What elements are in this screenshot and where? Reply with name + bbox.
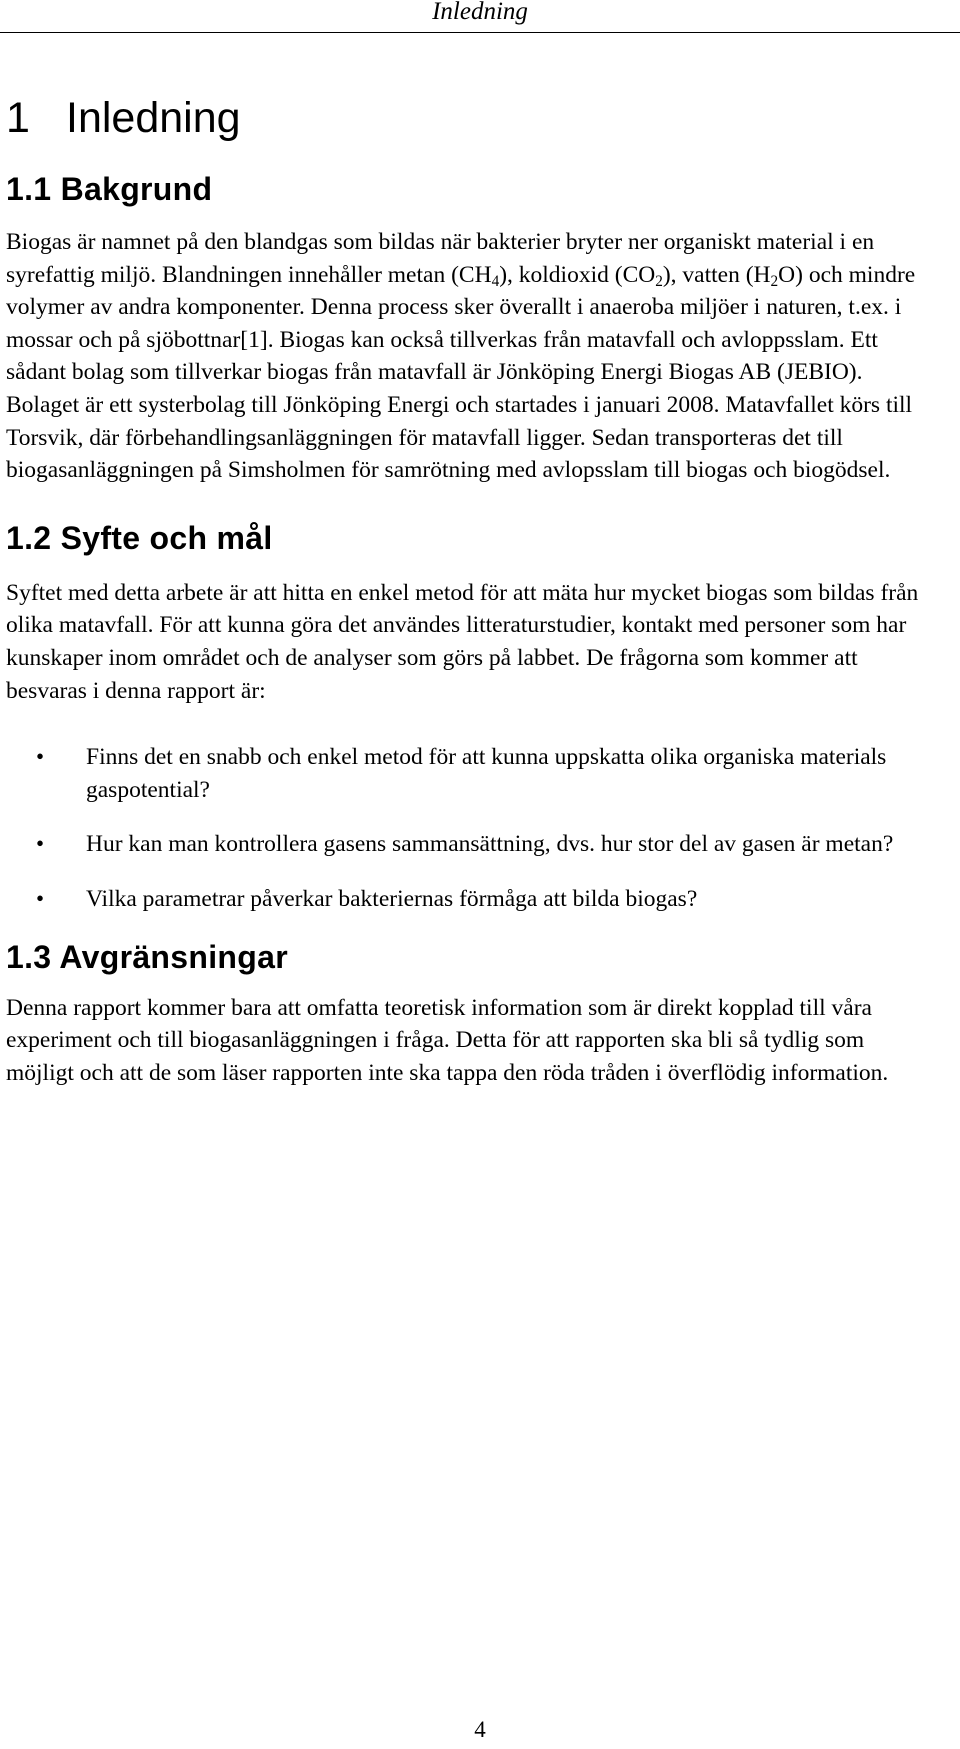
paragraph-bakgrund: Biogas är namnet på den blandgas som bildas när bakterier bryter ner organiskt material i en syrefattig miljö. Blandningen innehåller metan $(CH_4)$, koldioxid $(CO_2)$, vatten $(H_2O)$ och mindre volymer av andra komponenter. Denna process sker överallt i anaeroba miljöer i naturen, t.ex. i mossar och på sjöbottnar[1]. Biogas kan också tillverkas från matavfall och avloppsslam. Ett sådant bolag som tillverkar biogas från matavfall är Jönköping Energi Biogas AB (JEBIO). Bolaget är ett systerbolag till Jönköping Energi och startades i januari 2008. Matavfallet körs till Torsvik, där förbehandlingsanläggningen för matavfall ligger. Sedan transporteras det till biogasanläggningen på Simsholmen för samrötning med avlopsslam till biogas och biogödsel.: [6, 229, 916, 484]
running-header: Inledning: [432, 0, 528, 25]
section-number: 1.1: [6, 171, 52, 207]
list-item: • Finns det en snabb och enkel metod för att kunna uppskatta olika organiska materials gaspotential?: [6, 741, 936, 806]
question-list: [6, 741, 936, 915]
section-title: Avgränsningar: [59, 938, 288, 975]
page-content: [6, 82, 936, 1089]
chapter-title: Inledning: [66, 94, 241, 142]
section-number: 1.2: [6, 519, 52, 556]
page-number: 4: [474, 1717, 486, 1742]
list-item: • Hur kan man kontrollera gasens sammansättning, dvs. hur stor del av gasen är metan?: [6, 828, 936, 861]
paragraph-syfte: Syftet med detta arbete är att hitta en enkel metod för att mäta hur mycket biogas som bildas från olika matavfall. För att kunna göra det användes litteraturstudier, kontakt med personer som har kunskaper inom området och de analyser som görs på labbet. De frågorna som kommer att besvaras i denna rapport är:: [6, 579, 919, 704]
chapter-heading: [6, 82, 936, 154]
bullet-icon: •: [36, 831, 45, 857]
header-rule: [0, 32, 960, 33]
section-heading-avgransningar: [6, 926, 936, 988]
chapter-number: 1: [6, 94, 30, 142]
section-heading-syfte: [6, 507, 936, 569]
section-title: Bakgrund: [60, 171, 213, 207]
paragraph-avgransningar: Denna rapport kommer bara att omfatta teoretisk information som är direkt kopplad till våra experiment och till biogasanläggningen i fråga. Detta för att rapporten ska bli så tydlig som möjligt och att de som läser rapporten inte ska tappa den röda tråden i överflödig information.: [6, 994, 889, 1086]
section-number: 1.3: [6, 938, 52, 975]
bullet-icon: •: [36, 744, 45, 770]
bullet-icon: •: [36, 885, 45, 911]
list-item: • Vilka parametrar påverkar bakteriernas förmåga att bilda biogas?: [6, 883, 936, 916]
section-heading-bakgrund: [6, 158, 936, 220]
section-title: Syfte och mål: [60, 519, 273, 556]
